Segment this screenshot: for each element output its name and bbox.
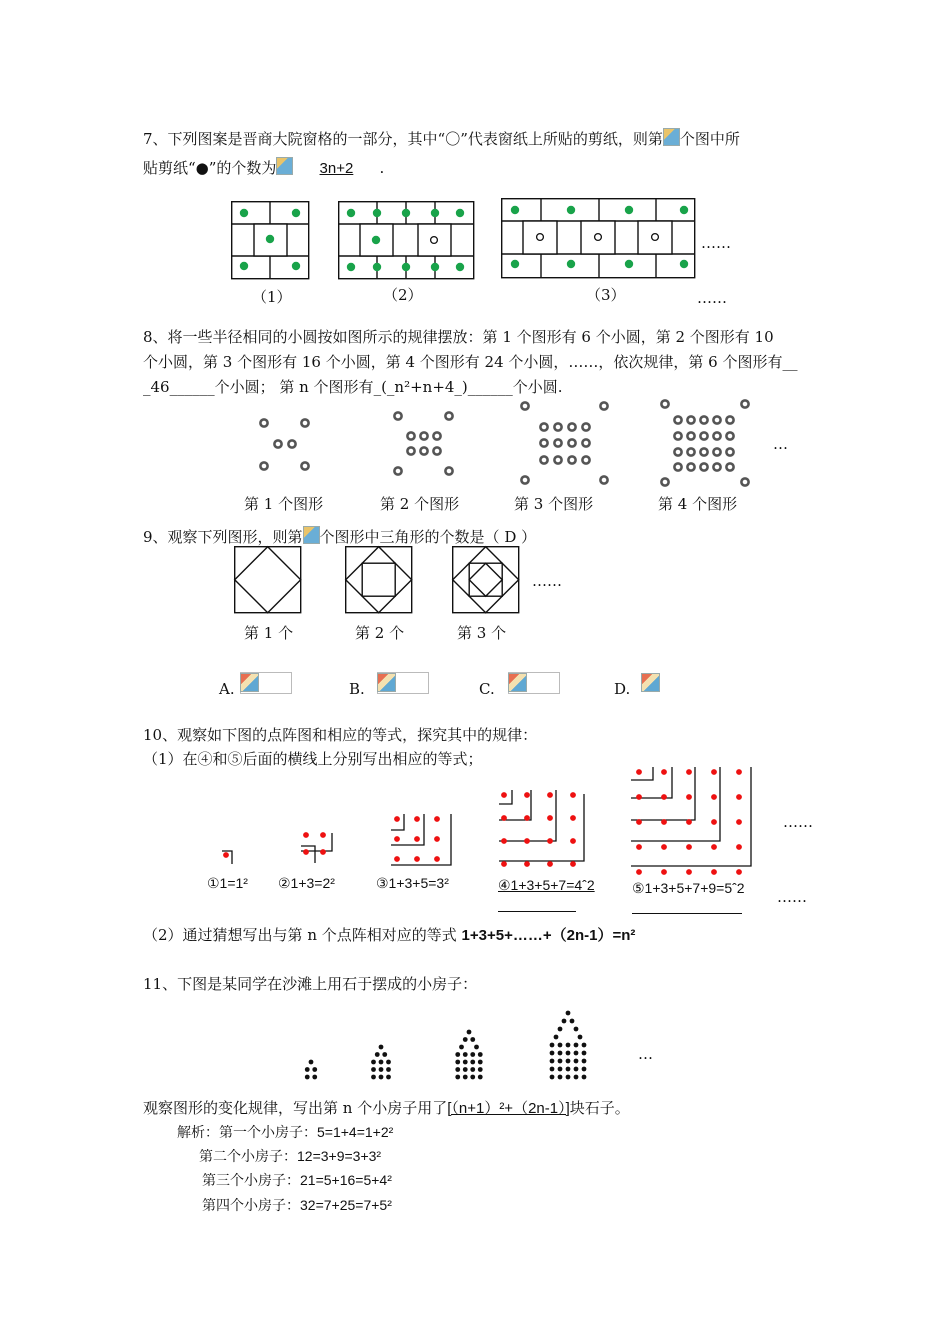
q7-line2 <box>143 157 384 179</box>
stone-dot <box>379 1075 384 1080</box>
stone-dot <box>463 1052 468 1057</box>
red-dot <box>636 769 642 775</box>
stone-dot <box>382 1052 387 1057</box>
stone-dot <box>386 1075 391 1080</box>
red-dot <box>661 769 667 775</box>
stone-dot <box>470 1067 475 1072</box>
ellipsis: …… <box>777 888 807 906</box>
red-dot <box>414 816 420 822</box>
red-dot <box>303 832 309 838</box>
stone-dot <box>582 1067 587 1072</box>
stone-dot <box>574 1059 579 1064</box>
red-dot <box>524 861 530 867</box>
q7-figure-3 <box>501 198 697 280</box>
stone-dot <box>550 1075 555 1080</box>
red-dot <box>736 869 742 875</box>
stone-dot <box>558 1075 563 1080</box>
equation-2: ②1+3=2² <box>278 875 335 891</box>
analysis-line-4: 第四个小房子：32=7+25=7+5² <box>202 1197 392 1213</box>
red-dot <box>736 794 742 800</box>
red-dot <box>661 819 667 825</box>
red-dot <box>394 816 400 822</box>
red-dot <box>394 856 400 862</box>
q11-title: 11、下图是某同学在沙滩上用石于摆成的小房子： <box>143 975 478 993</box>
stone-dot <box>574 1027 579 1032</box>
q9-text: 个图形中三角形的个数是（ D ） <box>319 528 537 546</box>
stone-dot <box>371 1060 376 1065</box>
option-d: D. <box>614 680 631 698</box>
stone-dot <box>550 1051 555 1056</box>
stone-dot <box>305 1075 310 1080</box>
stone-dot <box>478 1060 483 1065</box>
red-dot <box>303 849 309 855</box>
figure-label: 第 1 个 <box>244 624 294 642</box>
ellipsis: … <box>773 435 788 453</box>
red-dot <box>686 819 692 825</box>
image-placeholder-icon <box>663 128 680 146</box>
stone-dot <box>582 1059 587 1064</box>
option-c: C. <box>479 680 495 698</box>
red-dot <box>636 794 642 800</box>
red-dot <box>414 856 420 862</box>
red-dot <box>434 856 440 862</box>
red-dot <box>661 869 667 875</box>
stone-dot <box>371 1075 376 1080</box>
image-placeholder-icon <box>276 157 293 175</box>
stone-dot <box>470 1060 475 1065</box>
stone-dot <box>478 1052 483 1057</box>
figure-label: 第 4 个图形 <box>658 495 738 513</box>
stone-dot <box>371 1067 376 1072</box>
red-dot <box>711 769 717 775</box>
stone-dot <box>379 1060 384 1065</box>
stone-dot <box>463 1075 468 1080</box>
analysis-line-1: 解析：第一个小房子：5=1+4=1+2² <box>177 1124 394 1140</box>
q8-answer: _(_n²+n+4_)______ <box>373 378 513 396</box>
figure-label: 第 2 个图形 <box>380 495 460 513</box>
image-placeholder-icon <box>303 526 320 544</box>
stone-dot <box>470 1075 475 1080</box>
q9-line <box>143 526 536 547</box>
stone-dot <box>570 1019 575 1024</box>
equation-3: ③1+3+5=3² <box>376 875 449 891</box>
ellipsis: … <box>638 1045 653 1063</box>
option-b-image-icon <box>377 673 396 692</box>
q7-text: 7、下列图案是晋商大院窗格的一部分，其中“〇”代表窗纸上所贴的剪纸，则第 <box>143 130 663 148</box>
red-dot <box>661 794 667 800</box>
stone-dot <box>574 1043 579 1048</box>
stone-dot <box>566 1067 571 1072</box>
q7-text: 个图中所 <box>679 130 740 148</box>
red-dot <box>570 792 576 798</box>
ellipsis: …… <box>701 234 731 252</box>
q11-answer: [（n+1）²+（2n-1）] <box>447 1100 570 1117</box>
stone-dot <box>463 1067 468 1072</box>
q11-house-figures <box>298 995 598 1085</box>
option-a-image-icon <box>240 673 259 692</box>
analysis-line-2: 第二个小房子：12=3+9=3+3² <box>199 1148 382 1164</box>
ellipsis: …… <box>783 813 813 831</box>
stone-dot <box>550 1059 555 1064</box>
analysis-line-3: 第三个小房子：21=5+16=5+4² <box>202 1172 392 1188</box>
q8-text: _46______个小圆； 第 n 个图形有 <box>143 378 374 396</box>
stone-dot <box>562 1019 567 1024</box>
red-dot <box>524 838 530 844</box>
stone-dot <box>312 1067 317 1072</box>
answer-line-4 <box>498 911 576 912</box>
stone-dot <box>566 1075 571 1080</box>
q8-line2: 个小圆，第 3 个图形有 16 个小圆，第 4 个图形有 24 个小圆，……，依次规律，第 6 个图形有__ <box>143 353 798 371</box>
red-dot <box>636 869 642 875</box>
stone-dot <box>470 1052 475 1057</box>
q7-figure-1 <box>231 201 311 281</box>
q7-answer: 3n+2 <box>319 160 354 177</box>
red-dot <box>570 815 576 821</box>
stone-dot <box>574 1075 579 1080</box>
red-dot <box>414 836 420 842</box>
stone-dot <box>574 1067 579 1072</box>
option-d-image-icon <box>641 673 660 692</box>
stone-dot <box>463 1037 468 1042</box>
red-dot <box>223 852 229 858</box>
stone-dot <box>554 1035 559 1040</box>
equation-4: ④1+3+5+7=4ˆ2 <box>498 877 595 893</box>
stone-dot <box>379 1045 384 1050</box>
stone-dot <box>312 1075 317 1080</box>
stone-dot <box>459 1045 464 1050</box>
stone-dot <box>455 1052 460 1057</box>
stone-dot <box>578 1035 583 1040</box>
red-dot <box>686 769 692 775</box>
q8-line1: 8、将一些半径相同的小圆按如图所示的规律摆放：第 1 个图形有 6 个小圆，第 2 个图形有 10 <box>143 328 774 346</box>
figure-label: 第 3 个图形 <box>514 495 594 513</box>
q10-part1: （1）在④和⑤后面的横线上分别写出相应的等式； <box>143 750 483 768</box>
stone-dot <box>558 1043 563 1048</box>
red-dot <box>547 861 553 867</box>
red-dot <box>320 849 326 855</box>
ellipsis: …… <box>532 572 562 590</box>
red-dot <box>686 844 692 850</box>
red-dot <box>636 844 642 850</box>
figure-label: 第 3 个 <box>457 624 507 642</box>
red-dot <box>524 815 530 821</box>
red-dot <box>501 838 507 844</box>
ellipsis: …… <box>697 289 727 307</box>
stone-dot <box>455 1060 460 1065</box>
stone-dot <box>582 1043 587 1048</box>
q7-figure-2 <box>338 201 476 281</box>
stone-dot <box>455 1067 460 1072</box>
stone-dot <box>558 1059 563 1064</box>
stone-dot <box>574 1051 579 1056</box>
q7-text: . <box>379 159 385 177</box>
stone-dot <box>309 1060 314 1065</box>
stone-dot <box>470 1037 475 1042</box>
stone-dot <box>375 1052 380 1057</box>
red-dot <box>711 794 717 800</box>
stone-dot <box>558 1027 563 1032</box>
red-dot <box>501 792 507 798</box>
red-dot <box>686 869 692 875</box>
option-c-image-icon <box>508 673 527 692</box>
red-dot <box>434 816 440 822</box>
red-dot <box>661 844 667 850</box>
figure-label: 第 2 个 <box>355 624 405 642</box>
stone-dot <box>455 1075 460 1080</box>
equation-1: ①1=1² <box>207 875 248 891</box>
red-dot <box>736 844 742 850</box>
red-dot <box>711 819 717 825</box>
red-dot <box>524 792 530 798</box>
stone-dot <box>478 1075 483 1080</box>
stone-dot <box>582 1075 587 1080</box>
q8-line3 <box>143 377 563 397</box>
red-dot <box>320 832 326 838</box>
red-dot <box>686 794 692 800</box>
red-dot <box>711 869 717 875</box>
q10-answer: 1+3+5+……+（2n-1）=n² <box>461 927 636 944</box>
q11-text: 观察图形的变化规律，写出第 n 个小房子用了 <box>143 1099 448 1117</box>
q10-text: （2）通过猜想写出与第 n 个点阵相对应的等式 <box>143 926 457 944</box>
figure-label: （2） <box>383 286 423 304</box>
red-dot <box>570 838 576 844</box>
figure-label: 第 1 个图形 <box>244 495 324 513</box>
option-a: A. <box>219 680 235 698</box>
stone-dot <box>566 1051 571 1056</box>
answer-line-5 <box>632 913 742 914</box>
red-dot <box>711 844 717 850</box>
q7-text: 贴剪纸“●”的个数为 <box>143 159 277 177</box>
q9-figures <box>234 546 524 614</box>
stone-dot <box>478 1067 483 1072</box>
red-dot <box>636 819 642 825</box>
red-dot <box>394 836 400 842</box>
stone-dot <box>305 1067 310 1072</box>
red-dot <box>501 815 507 821</box>
red-dot <box>736 769 742 775</box>
q11-text: 块石子。 <box>569 1099 630 1117</box>
stone-dot <box>386 1067 391 1072</box>
stone-dot <box>582 1051 587 1056</box>
stone-dot <box>558 1051 563 1056</box>
q8-circle-figures <box>250 396 810 486</box>
stone-dot <box>566 1059 571 1064</box>
figure-label: （3） <box>586 286 626 304</box>
red-dot <box>434 836 440 842</box>
stone-dot <box>566 1043 571 1048</box>
red-dot <box>547 792 553 798</box>
q8-text: 个小圆. <box>512 378 563 396</box>
stone-dot <box>463 1060 468 1065</box>
option-b: B. <box>349 680 365 698</box>
red-dot <box>736 819 742 825</box>
red-dot <box>547 838 553 844</box>
red-dot <box>501 861 507 867</box>
red-dot <box>570 861 576 867</box>
stone-dot <box>474 1045 479 1050</box>
stone-dot <box>379 1067 384 1072</box>
q7-line1 <box>143 128 740 149</box>
stone-dot <box>550 1067 555 1072</box>
stone-dot <box>467 1030 472 1035</box>
red-dot <box>547 815 553 821</box>
equation-5: ⑤1+3+5+7+9=5ˆ2 <box>632 880 745 896</box>
q10-part2 <box>143 925 635 946</box>
stone-dot <box>558 1067 563 1072</box>
q10-title: 10、观察如下图的点阵图和相应的等式，探究其中的规律： <box>143 726 538 744</box>
q11-observe <box>143 1098 630 1119</box>
stone-dot <box>550 1043 555 1048</box>
stone-dot <box>566 1011 571 1016</box>
figure-label: （1） <box>252 288 292 306</box>
q10-dot-arrays <box>220 764 760 868</box>
q9-text: 9、观察下列图形，则第 <box>143 528 303 546</box>
stone-dot <box>386 1060 391 1065</box>
